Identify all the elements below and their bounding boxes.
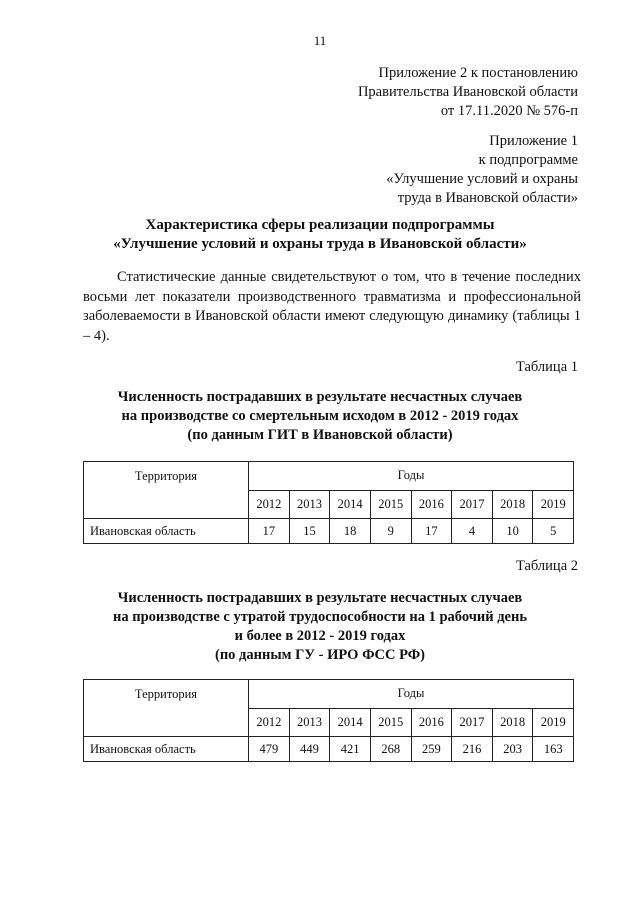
table-2-title-line: (по данным ГУ - ИРО ФСС РФ) <box>215 647 425 663</box>
table-1-title <box>70 388 570 445</box>
value-cell: 17 <box>411 519 452 544</box>
value-cell: 18 <box>330 519 371 544</box>
year-cell: 2019 <box>533 708 574 737</box>
header-territory: Территория <box>84 680 249 737</box>
value-cell: 421 <box>330 737 371 762</box>
year-cell: 2013 <box>289 490 330 519</box>
appendix-1-line: к подпрограмме <box>478 152 578 168</box>
table-2-title-line: и более в 2012 - 2019 годах <box>234 628 406 644</box>
table-2-title-line: на производстве с утратой трудоспособности на 1 рабочий день <box>112 609 527 625</box>
year-cell: 2015 <box>370 490 411 519</box>
appendix-2-line: от 17.11.2020 № 576-п <box>440 103 578 119</box>
appendix-2-block <box>358 64 578 121</box>
appendix-2-line: Приложение 2 к постановлению <box>378 65 578 81</box>
year-cell: 2018 <box>492 708 533 737</box>
appendix-2-line: Правительства Ивановской области <box>357 84 578 100</box>
table-1-title-line: (по данным ГИТ в Ивановской области) <box>187 427 453 443</box>
appendix-1-line: «Улучшение условий и охраны <box>386 171 578 187</box>
section-heading-line: «Улучшение условий и охраны труда в Ивановской области» <box>113 236 527 252</box>
value-cell: 17 <box>249 519 290 544</box>
value-cell: 4 <box>452 519 493 544</box>
table-1 <box>83 461 574 544</box>
value-cell: 259 <box>411 737 452 762</box>
year-cell: 2016 <box>411 490 452 519</box>
section-heading <box>70 216 570 254</box>
header-years: Годы <box>249 462 574 491</box>
table-1-label: Таблица 1 <box>515 359 578 375</box>
intro-paragraph: Статистические данные свидетельствуют о том, что в течение последних восьми лет показатели производственного травматизма и профессиональной заболеваемости в Ивановской области имеют следующую динамику (таблицы 1 – 4). <box>83 269 581 344</box>
value-cell: 5 <box>533 519 574 544</box>
appendix-1-line: Приложение 1 <box>489 133 578 149</box>
table-row <box>84 737 574 762</box>
year-cell: 2018 <box>492 490 533 519</box>
table-row <box>84 519 574 544</box>
year-cell: 2015 <box>370 708 411 737</box>
value-cell: 479 <box>249 737 290 762</box>
year-cell: 2019 <box>533 490 574 519</box>
year-cell: 2017 <box>452 490 493 519</box>
region-cell: Ивановская область <box>84 737 249 762</box>
value-cell: 268 <box>370 737 411 762</box>
table-2-label: Таблица 2 <box>515 558 578 574</box>
header-territory: Территория <box>84 462 249 519</box>
value-cell: 449 <box>289 737 330 762</box>
value-cell: 15 <box>289 519 330 544</box>
year-cell: 2017 <box>452 708 493 737</box>
year-cell: 2012 <box>249 708 290 737</box>
header-years: Годы <box>249 680 574 709</box>
region-cell: Ивановская область <box>84 519 249 544</box>
year-cell: 2014 <box>330 708 371 737</box>
year-cell: 2013 <box>289 708 330 737</box>
section-heading-line: Характеристика сферы реализации подпрограммы <box>145 217 495 233</box>
year-cell: 2014 <box>330 490 371 519</box>
value-cell: 163 <box>533 737 574 762</box>
value-cell: 203 <box>492 737 533 762</box>
table-header-row <box>84 680 574 709</box>
value-cell: 9 <box>370 519 411 544</box>
table-1-title-line: на производстве со смертельным исходом в 2012 - 2019 годах <box>121 408 519 424</box>
value-cell: 10 <box>492 519 533 544</box>
table-1-title-line: Численность пострадавших в результате несчастных случаев <box>117 389 523 405</box>
page-number: 11 <box>313 33 327 48</box>
appendix-1-block <box>386 132 578 208</box>
year-cell: 2016 <box>411 708 452 737</box>
table-header-row <box>84 462 574 491</box>
table-2-title <box>70 589 570 665</box>
year-cell: 2012 <box>249 490 290 519</box>
value-cell: 216 <box>452 737 493 762</box>
appendix-1-line: труда в Ивановской области» <box>397 190 578 206</box>
table-2-title-line: Численность пострадавших в результате несчастных случаев <box>117 590 523 606</box>
table-2 <box>83 679 574 762</box>
